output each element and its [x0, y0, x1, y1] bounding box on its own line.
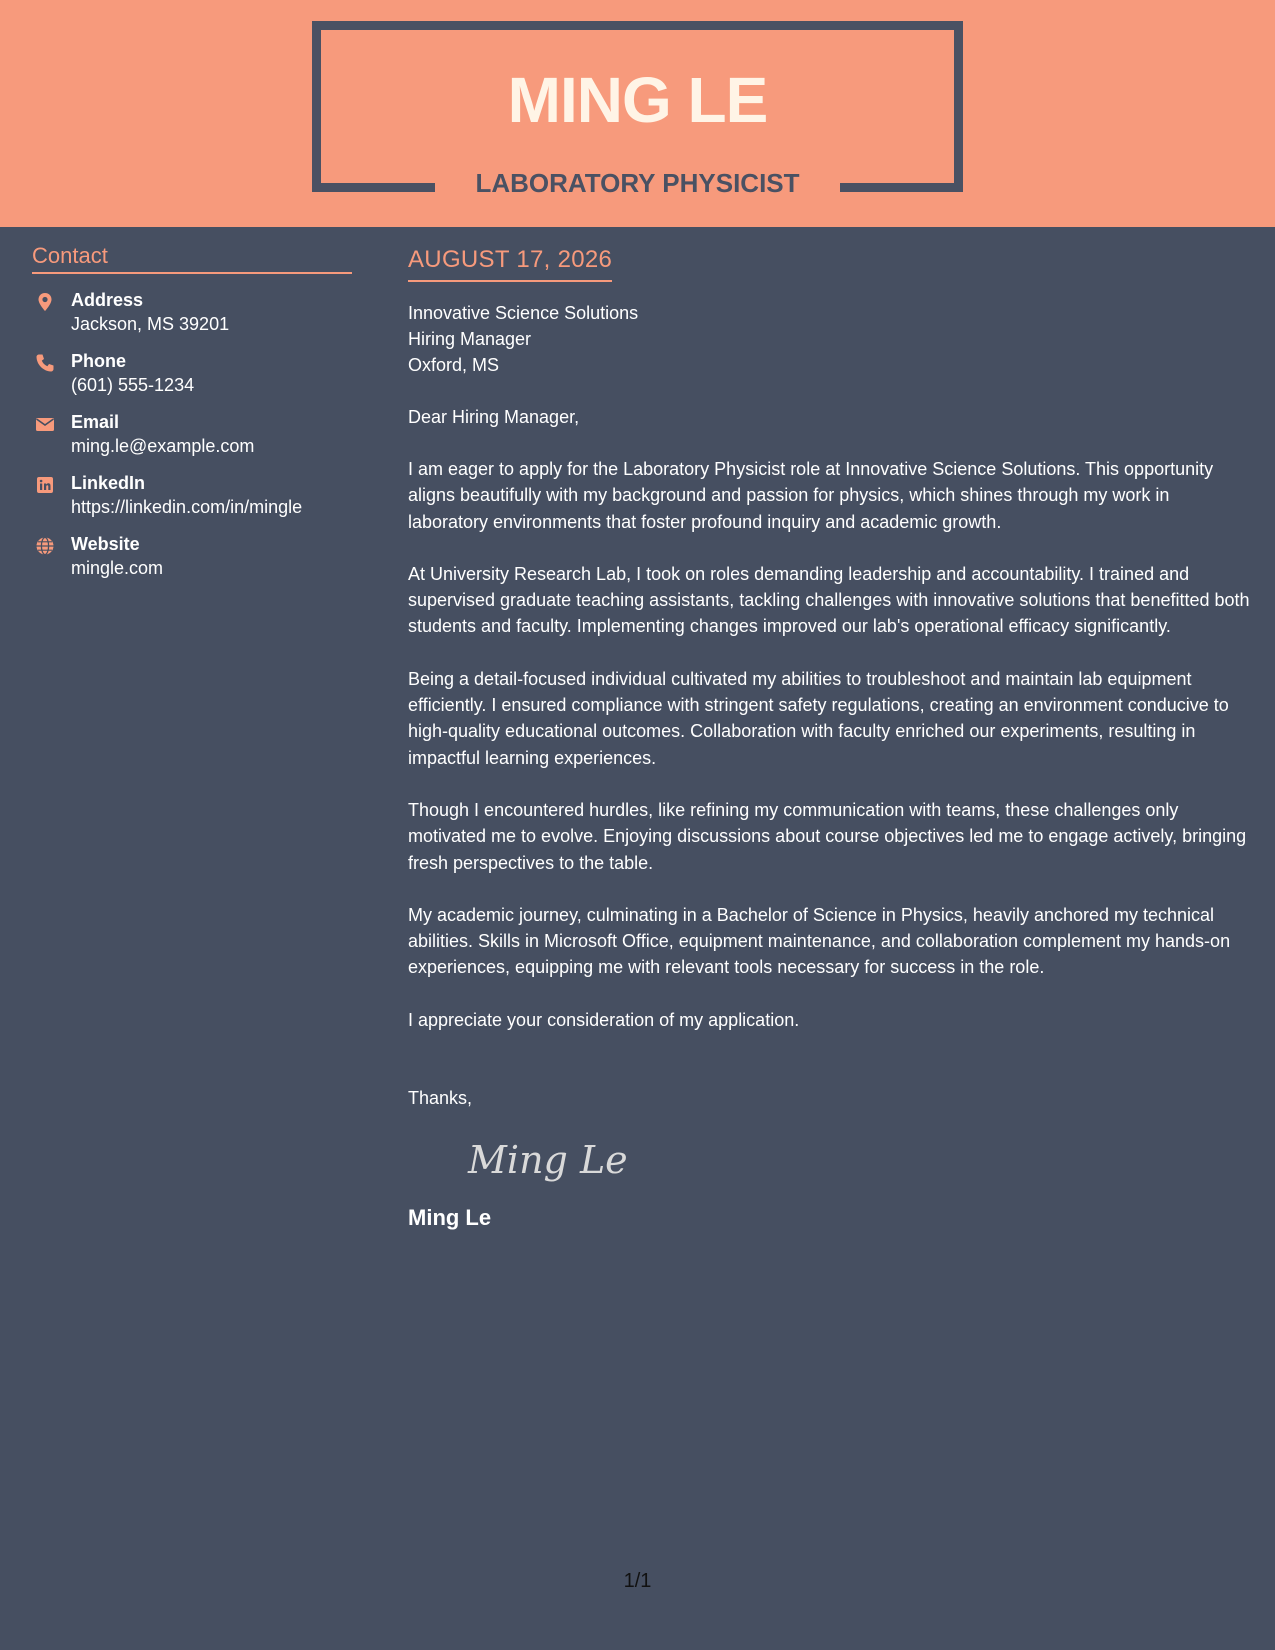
- signer-name: Ming Le: [408, 1204, 492, 1230]
- contact-value: ming.le@example.com: [71, 436, 255, 456]
- contact-linkedin: [32, 471, 352, 519]
- contact-label: Address: [71, 290, 144, 310]
- paragraph: Being a detail-focused individual cultivated my abilities to troubleshoot and maintain lab equipment efficiently. I ensured compliance with stringent safety regulations, creating an environment conducive to high-quality educational outcomes. Collaboration with faculty enriched our experiments, resulting in impactful learning experiences.: [408, 668, 1229, 768]
- signature: Ming Le: [468, 1137, 628, 1182]
- paragraph: I am eager to apply for the Laboratory Physicist role at Innovative Science Solutions. This opportunity aligns beautifully with my background and passion for physics, which shines through my work in laboratory environments that foster profound inquiry and academic growth.: [408, 459, 1214, 532]
- paragraph: Though I encountered hurdles, like refining my communication with teams, these challenges only motivated me to evolve. Enjoying discussions about course objectives led me to engage actively, bringing fresh perspectives to the table.: [408, 799, 1247, 873]
- letter-date: AUGUST 17, 2026: [408, 244, 612, 282]
- contact-value: mingle.com: [71, 558, 164, 578]
- contact-phone: [32, 349, 352, 397]
- linkedin-icon: [35, 475, 55, 495]
- contact-address: [32, 288, 352, 336]
- contact-label: LinkedIn: [71, 473, 146, 493]
- letter-body: [408, 244, 1253, 1233]
- contact-label: Website: [71, 534, 140, 554]
- salutation: Dear Hiring Manager,: [408, 407, 580, 427]
- recipient-location: Oxford, MS: [408, 355, 500, 375]
- contact-value: https://linkedin.com/in/mingle: [71, 497, 303, 517]
- contact-label: Email: [71, 412, 120, 432]
- contact-label: Phone: [71, 351, 127, 371]
- recipient-title: Hiring Manager: [408, 329, 532, 349]
- contact-website: [32, 532, 352, 580]
- contact-heading: Contact: [32, 240, 352, 274]
- page-number: 1/1: [623, 1570, 652, 1592]
- recipient-block: [408, 300, 1253, 378]
- candidate-title: LABORATORY PHYSICIST: [475, 168, 800, 198]
- candidate-name: MING LE: [507, 64, 768, 136]
- header-banner: [0, 0, 1275, 227]
- signoff: Thanks,: [408, 1087, 473, 1108]
- contact-value: Jackson, MS 39201: [71, 314, 230, 334]
- contact-value: (601) 555-1234: [71, 375, 195, 395]
- paragraph: At University Research Lab, I took on roles demanding leadership and accountability. I trained and supervised graduate teaching assistants, tackling challenges with innovative solutions that benefitted both students and faculty. Implementing changes improved our lab's operational efficacy significantly.: [408, 563, 1250, 637]
- contact-email: [32, 410, 352, 458]
- contact-sidebar: [32, 240, 352, 593]
- location-pin-icon: [35, 292, 55, 312]
- envelope-icon: [35, 414, 55, 434]
- paragraph: My academic journey, culminating in a Bachelor of Science in Physics, heavily anchored my technical abilities. Skills in Microsoft Office, equipment maintenance, and collaboration complement my hands-on experiences, equipping me with relevant tools necessary for success in the role.: [408, 904, 1231, 978]
- globe-icon: [35, 536, 55, 556]
- phone-icon: [35, 353, 55, 373]
- recipient-company: Innovative Science Solutions: [408, 303, 639, 323]
- closing-line: I appreciate your consideration of my application.: [408, 1009, 800, 1030]
